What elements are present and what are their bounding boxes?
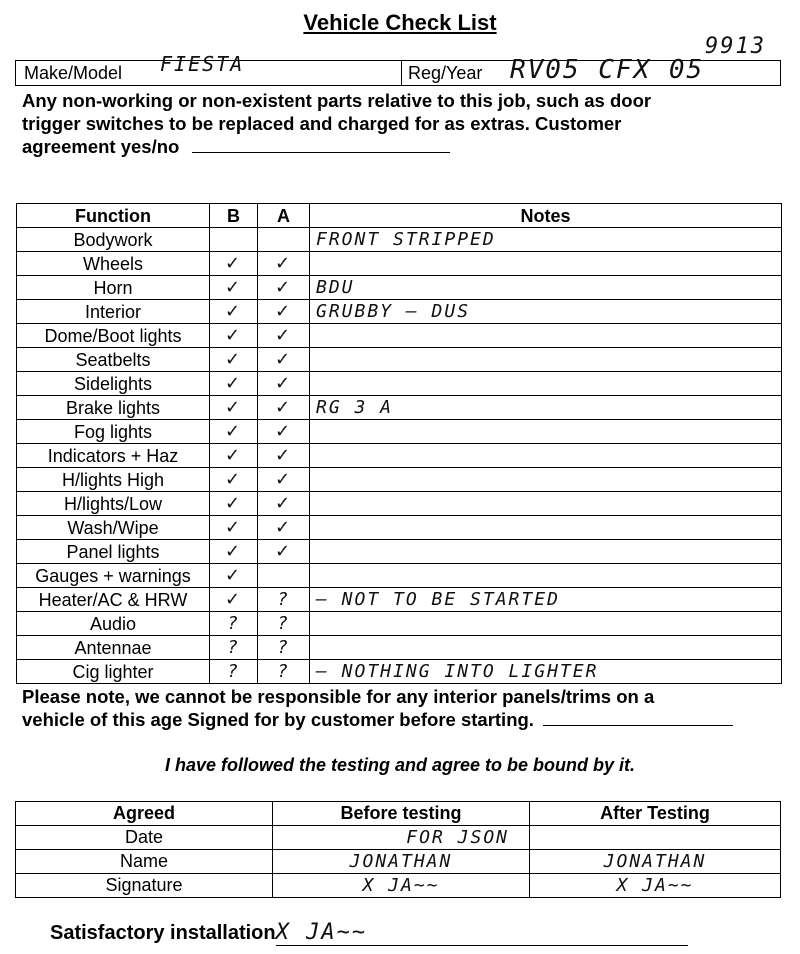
check-row [17,420,782,444]
statement: I have followed the testing and agree to be bound by it. [164,755,636,775]
row-note[interactable] [310,324,782,348]
row-after-mark[interactable]: ✓ [258,300,310,324]
intro-line-1: Any non-working or non-existent parts relative to this job, such as door [22,90,652,111]
row-function: Heater/AC & HRW [17,588,210,612]
row-after-mark[interactable]: ✓ [258,348,310,372]
row-before-mark[interactable]: ✓ [210,588,258,612]
make-value[interactable]: FIESTA [160,52,245,76]
check-row [17,612,782,636]
row-function: Cig lighter [17,660,210,684]
check-row [17,540,782,564]
row-before-mark[interactable]: ✓ [210,276,258,300]
row-function: Fog lights [17,420,210,444]
row-before-mark[interactable]: ✓ [210,372,258,396]
satisfactory-installation [50,920,688,946]
agreement-table [15,801,781,898]
check-row [17,588,782,612]
row-note[interactable] [310,444,782,468]
row-before-mark[interactable]: ? [210,636,258,660]
check-row [17,348,782,372]
row-after-mark[interactable]: ? [258,660,310,684]
row-after-mark[interactable]: ✓ [258,276,310,300]
disclaimer-line-2 [22,708,782,731]
check-row [17,252,782,276]
row-before-mark[interactable]: ✓ [210,516,258,540]
agreement-row-signature [16,874,781,898]
row-note[interactable] [310,372,782,396]
check-row [17,228,782,252]
row-note[interactable]: FRONT STRIPPED [310,228,782,252]
row-after-mark[interactable]: ✓ [258,252,310,276]
row-before-mark[interactable]: ✓ [210,348,258,372]
reg-label: Reg/Year [408,63,483,83]
row-function: Audio [17,612,210,636]
row-note[interactable] [310,516,782,540]
row-note[interactable] [310,420,782,444]
before-signature[interactable]: X JA~~ [273,874,530,898]
check-row [17,396,782,420]
header-notes: Notes [310,204,782,228]
make-label: Make/Model [24,63,123,83]
intro-line-3-text: agreement yes/no [22,136,180,157]
header-before: B [210,204,258,228]
row-function: Seatbelts [17,348,210,372]
row-note[interactable] [310,540,782,564]
check-row [17,300,782,324]
agreement-row-date [16,826,781,850]
row-note[interactable] [310,348,782,372]
check-row [17,516,782,540]
customer-signature-line[interactable] [543,725,733,726]
disclaimer-line-1: Please note, we cannot be responsible for any interior panels/trims on a [22,686,655,707]
before-name[interactable]: JONATHAN [273,850,530,874]
row-function: Horn [17,276,210,300]
row-function: Gauges + warnings [17,564,210,588]
row-after-mark[interactable]: ✓ [258,372,310,396]
divider [401,61,402,85]
row-note[interactable]: GRUBBY — DUS [310,300,782,324]
row-after-mark[interactable]: ? [258,612,310,636]
row-note[interactable] [310,636,782,660]
row-after-mark[interactable]: ✓ [258,396,310,420]
agreement-row-name [16,850,781,874]
row-note[interactable] [310,492,782,516]
check-table [16,203,782,684]
disclaimer [22,685,782,731]
row-before-mark[interactable]: ✓ [210,300,258,324]
check-row [17,276,782,300]
row-before-mark[interactable]: ✓ [210,324,258,348]
agreement-header [16,802,781,826]
row-before-mark[interactable]: ✓ [210,420,258,444]
row-after-mark[interactable] [258,564,310,588]
header-after: A [258,204,310,228]
reg-value[interactable]: RV05 CFX 05 [510,55,705,85]
row-after-mark[interactable] [258,228,310,252]
row-before-mark[interactable]: ✓ [210,396,258,420]
row-after-mark[interactable]: ✓ [258,540,310,564]
check-row [17,660,782,684]
row-function: Interior [17,300,210,324]
check-table-body [17,228,782,684]
check-table-header [17,204,782,228]
intro-paragraph [22,89,782,158]
row-before-mark[interactable]: ✓ [210,564,258,588]
row-function: Wash/Wipe [17,516,210,540]
row-before-mark[interactable]: ✓ [210,492,258,516]
row-before-mark[interactable]: ✓ [210,540,258,564]
check-row [17,444,782,468]
row-after-mark[interactable]: ? [258,636,310,660]
intro-line-2: trigger switches to be replaced and charged for as extras. Customer [22,113,622,134]
row-function: Sidelights [17,372,210,396]
header-function: Function [17,204,210,228]
row-note[interactable] [310,564,782,588]
label-name: Name [16,850,273,874]
intro-line-3 [22,135,782,158]
row-before-mark[interactable]: ✓ [210,444,258,468]
label-signature: Signature [16,874,273,898]
header-after-testing: After Testing [530,802,781,826]
row-note[interactable] [310,468,782,492]
after-date[interactable] [530,826,781,850]
row-function: Brake lights [17,396,210,420]
row-function: Wheels [17,252,210,276]
row-note[interactable]: BDU [310,276,782,300]
check-row [17,324,782,348]
row-function: Indicators + Haz [17,444,210,468]
document-title: Vehicle Check List [303,10,497,35]
row-function: Bodywork [17,228,210,252]
row-after-mark[interactable]: ✓ [258,492,310,516]
row-note[interactable] [310,612,782,636]
check-row [17,492,782,516]
row-after-mark[interactable]: ✓ [258,516,310,540]
row-after-mark[interactable]: ✓ [258,420,310,444]
before-date[interactable]: FOR JSON [273,826,530,850]
header-before-testing: Before testing [273,802,530,826]
label-date: Date [16,826,273,850]
after-name[interactable]: JONATHAN [530,850,781,874]
row-function: Dome/Boot lights [17,324,210,348]
header-agreed: Agreed [16,802,273,826]
row-before-mark[interactable]: ✓ [210,252,258,276]
row-function: Panel lights [17,540,210,564]
check-row [17,564,782,588]
reg-extra[interactable]: 9913 [705,34,766,59]
agreement-line[interactable] [192,152,450,153]
row-before-mark[interactable]: ? [210,612,258,636]
row-note[interactable]: — NOT TO BE STARTED [310,588,782,612]
check-row [17,636,782,660]
check-row [17,468,782,492]
satisfactory-label: Satisfactory installation [50,922,276,944]
check-row [17,372,782,396]
row-before-mark[interactable]: ✓ [210,468,258,492]
installation-signature[interactable]: X JA~~ [276,920,688,946]
row-function: Antennae [17,636,210,660]
row-note[interactable]: RG 3 A [310,396,782,420]
row-after-mark[interactable]: ? [258,588,310,612]
row-after-mark[interactable]: ✓ [258,468,310,492]
row-function: H/lights/Low [17,492,210,516]
row-note[interactable]: — NOTHING INTO LIGHTER [310,660,782,684]
row-before-mark[interactable] [210,228,258,252]
row-after-mark[interactable]: ✓ [258,324,310,348]
row-note[interactable] [310,252,782,276]
row-after-mark[interactable]: ✓ [258,444,310,468]
disclaimer-line-2-text: vehicle of this age Signed for by customer before starting. [22,709,534,730]
row-before-mark[interactable]: ? [210,660,258,684]
row-function: H/lights High [17,468,210,492]
after-signature[interactable]: X JA~~ [530,874,781,898]
